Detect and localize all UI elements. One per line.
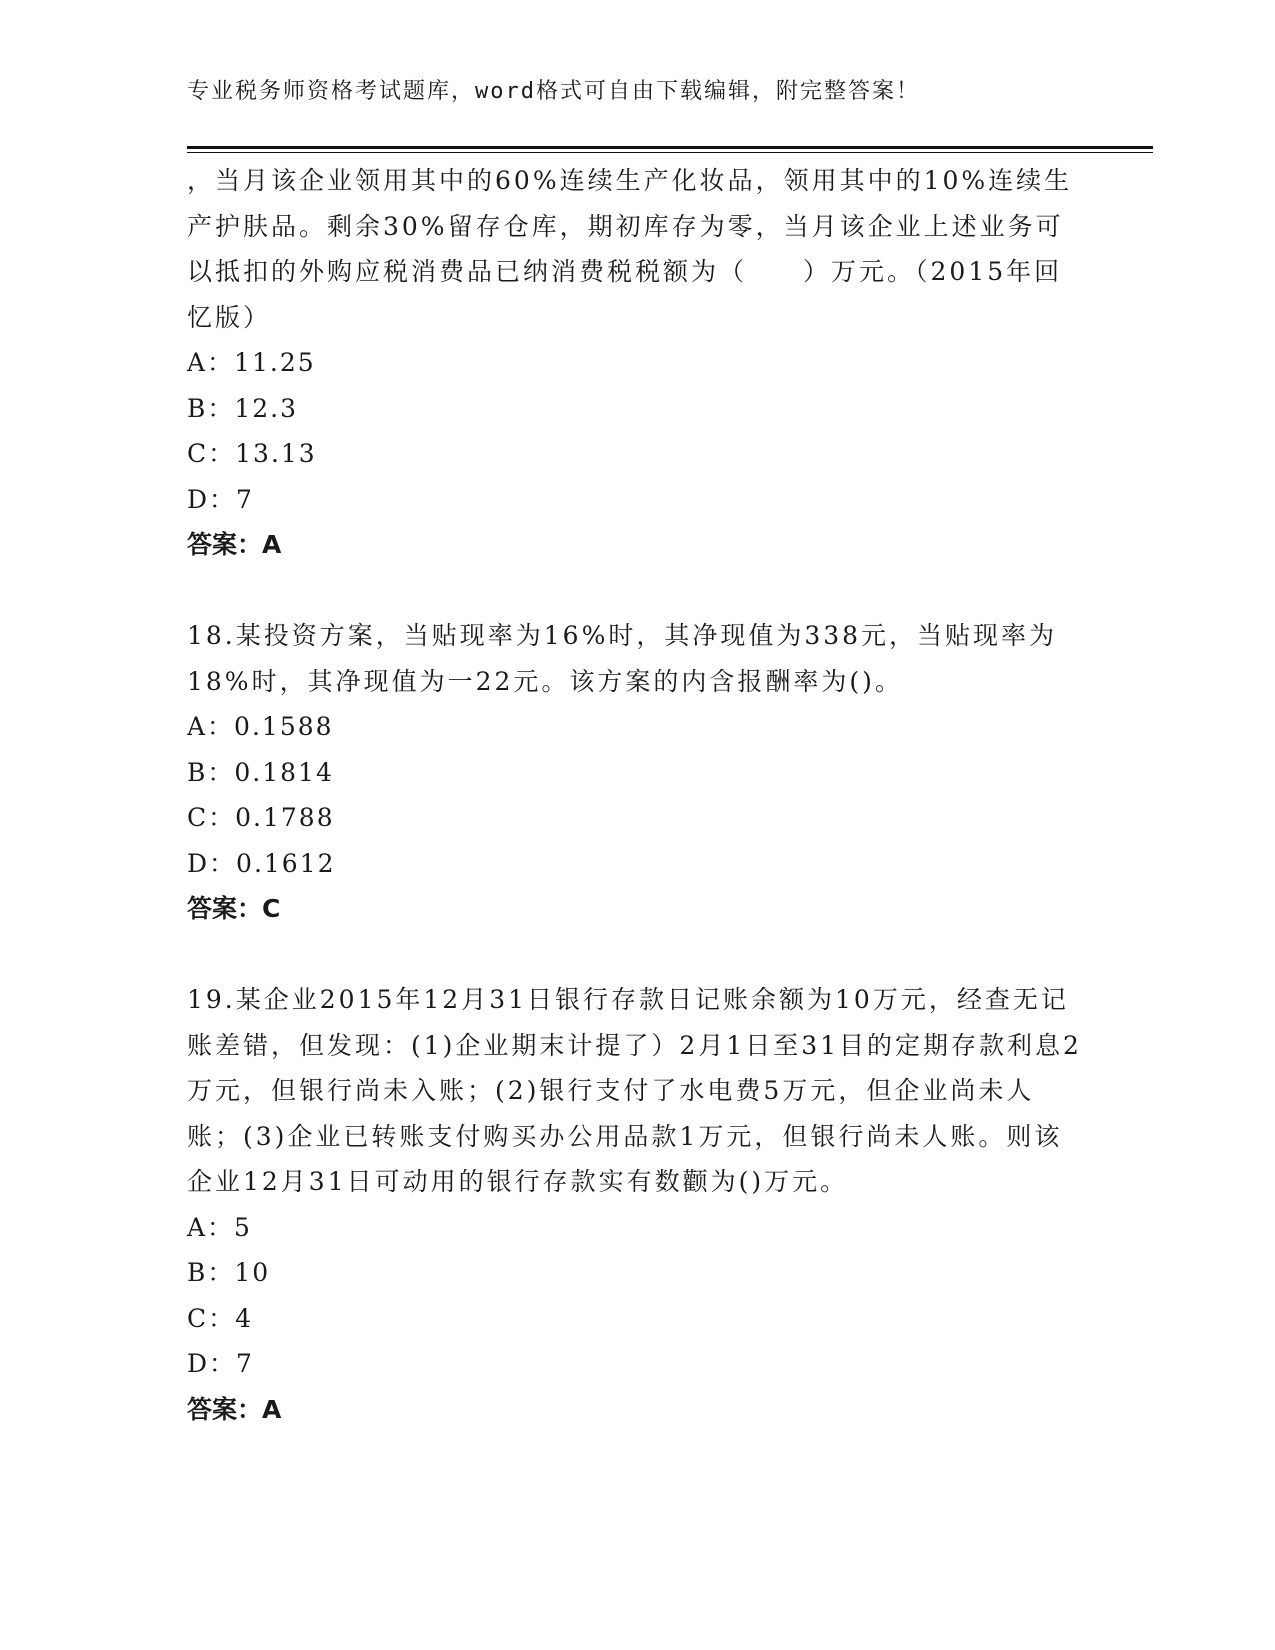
question-text: ，当月该企业领用其中的60%连续生产化妆品，领用其中的10%连续生产护肤品。剩余30%留存仓库，期初库存为零，当月该企业上述业务可以抵扣的外购应税消费品已纳消费税税额为（ ）万元。（2015年回忆版） [187,166,1073,332]
option-b: B：12.3 [187,393,299,423]
question-block [187,613,1087,932]
option-c: C：0.1788 [187,803,335,832]
option-a: A：0.1588 [187,712,334,741]
page-header: 专业税务师资格考试题库，word格式可自由下载编辑，附完整答案！ [187,79,920,104]
option-b: B：0.1814 [187,757,334,787]
question-block [187,977,1087,1432]
option-c: C：4 [187,1303,254,1333]
option-a: A：5 [187,1212,252,1242]
option-a: A：11.25 [187,348,316,377]
question-text: 19.某企业2015年12月31日银行存款日记账余额为10万元，经查无记账差错，但发现：(1)企业期末计提了）2月1日至31目的定期存款利息2万元，但银行尚未入账；(2)银行支付了水电费5万元，但企业尚未人账；(3)企业已转账支付购买办公用品款1万元，但银行尚未人账。则该企业12月31日可动用的银行存款实有数颧为()万元。 [187,985,1082,1196]
option-d: D：0.1612 [187,848,336,878]
answer-line: 答案：A [187,1394,282,1424]
header-rule-thin [187,152,1153,153]
option-d: D：7 [187,484,254,514]
answer-line: 答案：C [187,894,281,923]
question-list [187,158,1087,1432]
question-block [187,158,1087,568]
header-rule-thick [187,146,1153,149]
option-b: B：10 [187,1258,271,1287]
answer-line: 答案：A [187,530,282,559]
option-d: D：7 [187,1349,254,1378]
spacer [187,568,1087,614]
spacer [187,932,1087,978]
option-c: C：13.13 [187,439,317,468]
question-text: 18.某投资方案，当贴现率为16%时，其净现值为338元，当贴现率为18%时，其净现值为一22元。该方案的内含报酬率为()。 [187,621,1058,696]
